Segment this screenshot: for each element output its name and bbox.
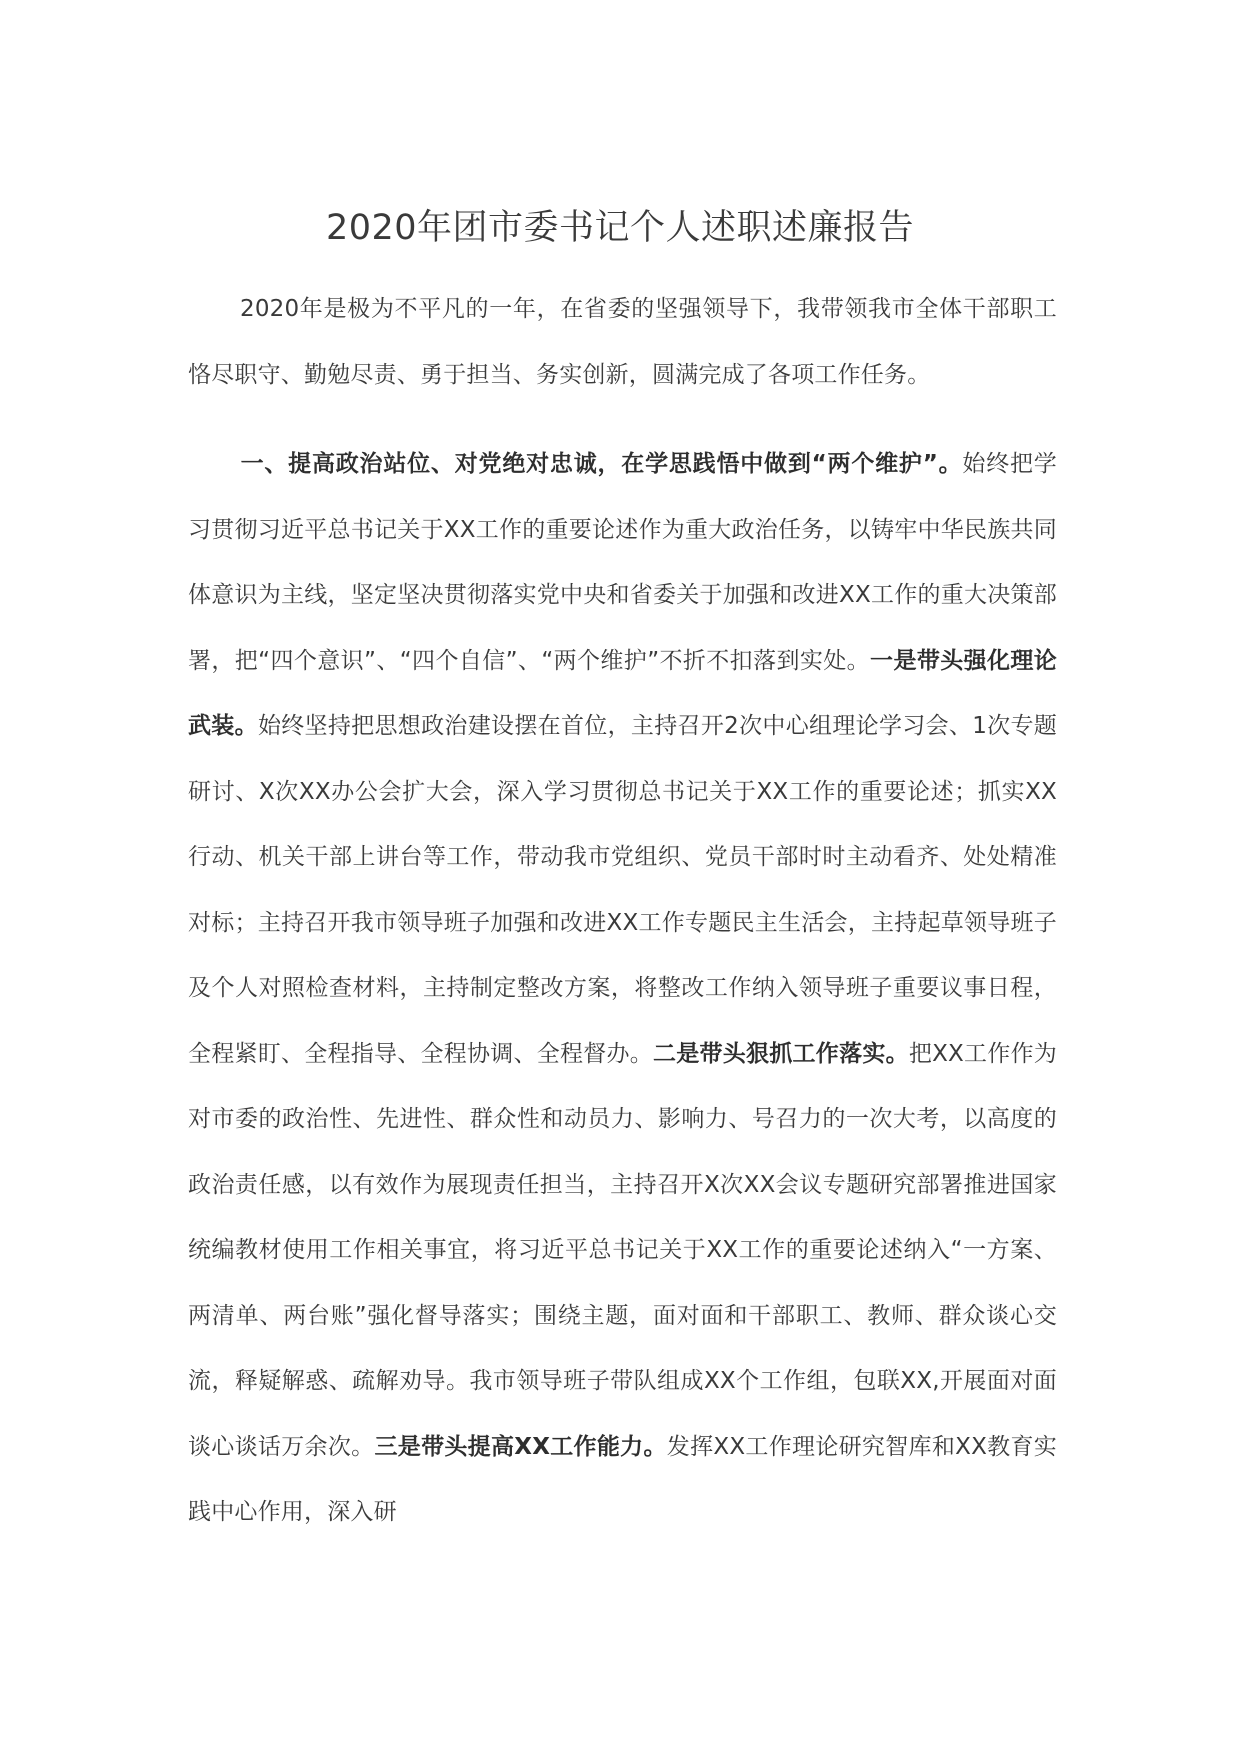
point-2-heading: 二是带头狠抓工作落实。 [653, 1040, 909, 1067]
section-1-heading: 一、提高政治站位、对党绝对忠诚，在学思践悟中做到“两个维护”。 [240, 451, 963, 477]
point-3-text: 发挥XX工作理论研究智库和XX教育实践中心作用，深入研 [188, 1433, 1057, 1525]
section-1-paragraph [188, 432, 1057, 1546]
document-title: 2020年团市委书记个人述职述廉报告 [325, 208, 915, 248]
section-1-text: 始终把学习贯彻习近平总书记关于XX工作的重要论述作为重大政治任务，以铸牢中华民族共同体意识为主线，坚定坚决贯彻落实党中央和省委关于加强和改进XX工作的重大决策部署，把“四个意识”、“四个自信”、“两个维护”不折不扣落到实处。 [188, 451, 1057, 674]
intro-paragraph [188, 277, 1057, 408]
point-2-text: 把XX工作作为对市委的政治性、先进性、群众性和动员力、影响力、号召力的一次大考，以高度的政治责任感，以有效作为展现责任担当，主持召开X次XX会议专题研究部署推进国家统编教材使用工作相关事宜，将习近平总书记关于XX工作的重要论述纳入“一方案、两清单、两台账”强化督导落实；围绕主题，面对面和干部职工、教师、群众谈心交流，释疑解惑、疏解劝导。我市领导班子带队组成XX个工作组，包联XX,开展面对面谈心谈话万余次。 [188, 1040, 1058, 1460]
point-1-text: 始终坚持把思想政治建设摆在首位，主持召开2次中心组理论学习会、1次专题研讨、X次XX办公会扩大会，深入学习贯彻总书记关于XX工作的重要论述；抓实XX行动、机关干部上讲台等工作，带动我市党组织、党员干部时时主动看齐、处处精准对标；主持召开我市领导班子加强和改进XX工作专题民主生活会，主持起草领导班子及个人对照检查材料，主持制定整改方案，将整改工作纳入领导班子重要议事日程，全程紧盯、全程指导、全程协调、全程督办。 [188, 713, 1057, 1067]
point-3-heading: 三是带头提高XX工作能力。 [374, 1433, 667, 1460]
intro-text: 2020年是极为不平凡的一年，在省委的坚强领导下，我带领我市全体干部职工恪尽职守、勤勉尽责、勇于担当、务实创新，圆满完成了各项工作任务。 [188, 296, 1057, 388]
point-1-heading: 一是带头强化理论武装。 [188, 647, 1057, 739]
